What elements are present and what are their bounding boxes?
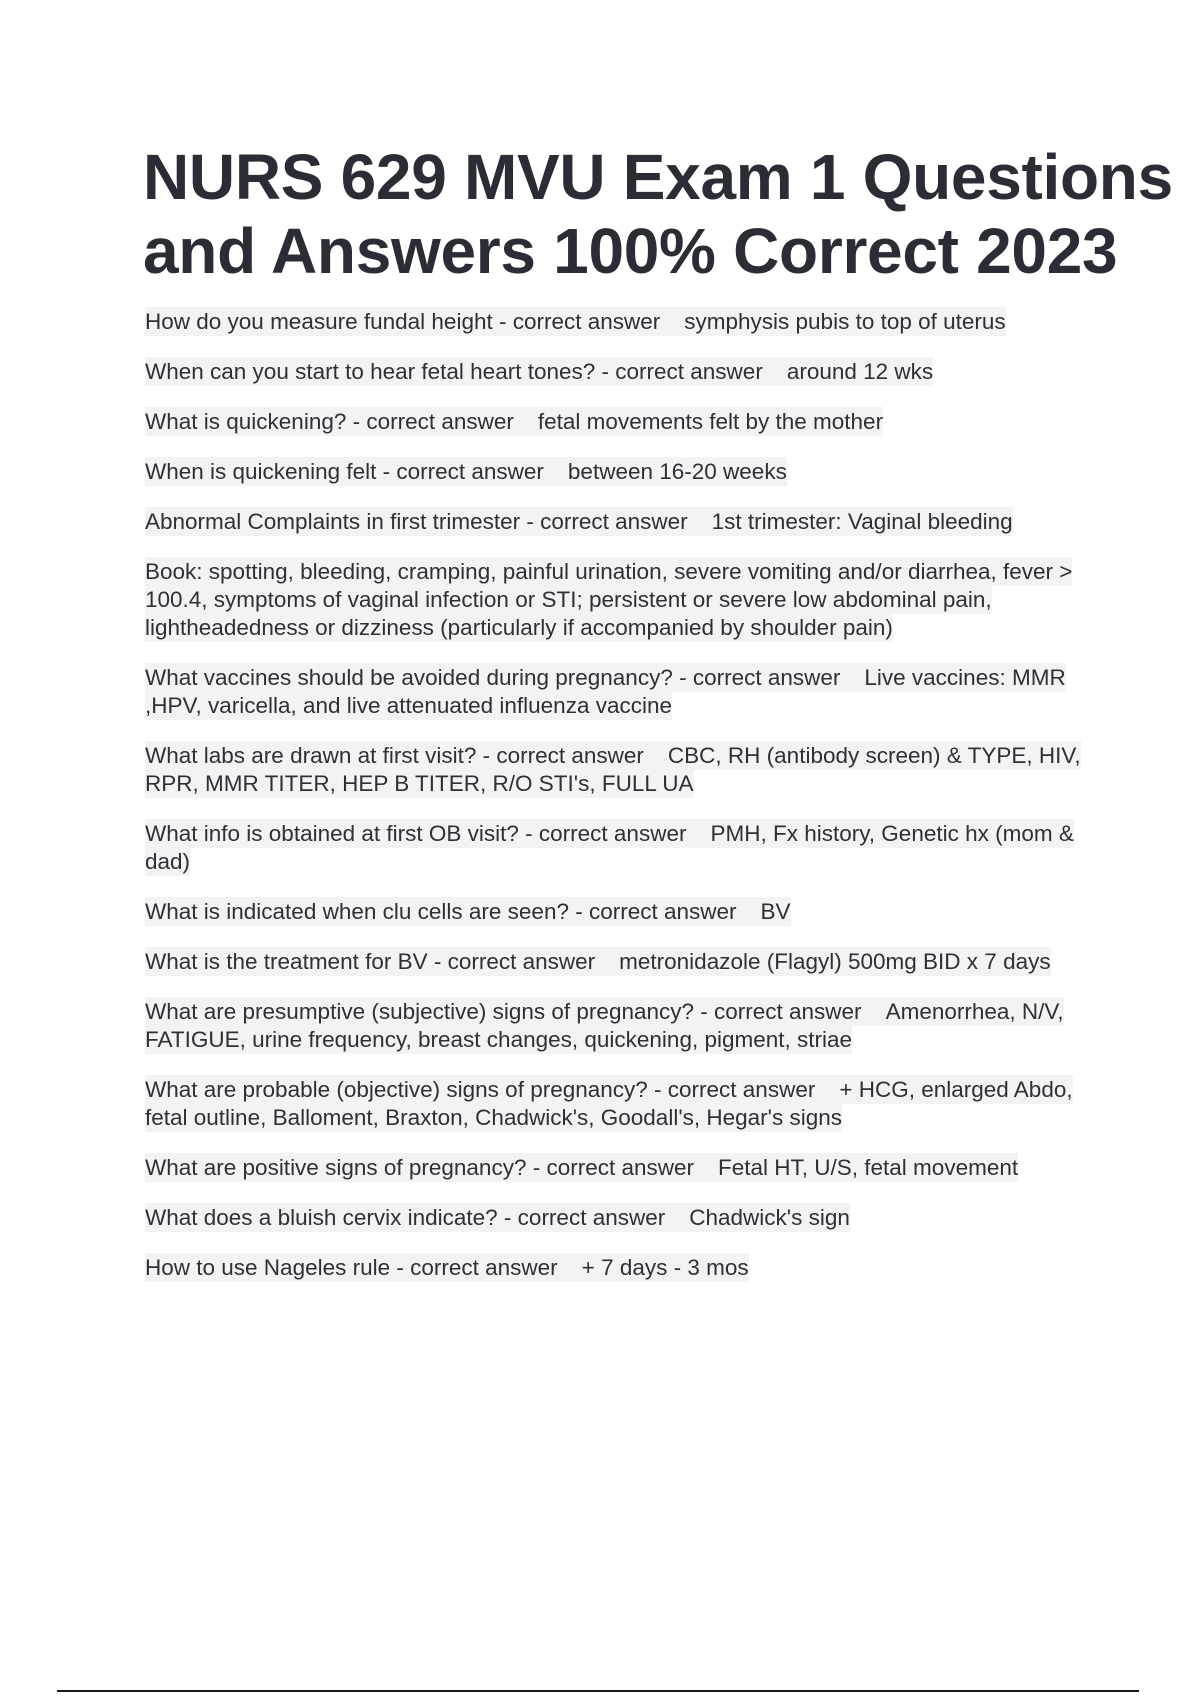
qa-item (145, 742, 1095, 798)
question-text: How do you measure fundal height - correct answer (145, 309, 661, 334)
question-text: What is quickening? - correct answer (145, 409, 514, 434)
qa-list (145, 308, 1095, 1304)
question-text: What is indicated when clu cells are seen? - correct answer (145, 899, 737, 924)
qa-item (145, 1076, 1095, 1132)
question-text: What labs are drawn at first visit? - correct answer (145, 743, 644, 768)
footer-divider (57, 1690, 1139, 1692)
question-text: What are probable (objective) signs of pregnancy? - correct answer (145, 1077, 816, 1102)
answer-text: Fetal HT, U/S, fetal movement (718, 1155, 1019, 1180)
qa-item (145, 820, 1095, 876)
qa-item (145, 998, 1095, 1054)
answer-text: Book: spotting, bleeding, cramping, painful urination, severe vomiting and/or diarrhea, fever > 100.4, symptoms of vaginal infection or STI; persistent or severe low abdominal pain, lightheadedness or dizziness (particularly if accompanied by shoulder pain) (145, 559, 1073, 640)
question-text: When can you start to hear fetal heart tones? - correct answer (145, 359, 763, 384)
qa-item (145, 408, 1095, 436)
qa-item (145, 308, 1095, 336)
answer-text: fetal movements felt by the mother (537, 409, 884, 434)
question-text: What are presumptive (subjective) signs of pregnancy? - correct answer (145, 999, 862, 1024)
answer-text: around 12 wks (786, 359, 934, 384)
qa-item-continued (145, 558, 1095, 642)
answer-text: CBC, RH (antibody screen) & TYPE, HIV, RPR, MMR TITER, HEP B TITER, R/O STI's, FULL UA (145, 743, 1081, 796)
answer-text: Chadwick's sign (689, 1205, 850, 1230)
question-text: What is the treatment for BV - correct answer (145, 949, 596, 974)
question-text: Abnormal Complaints in first trimester - correct answer (145, 509, 688, 534)
qa-item (145, 358, 1095, 386)
answer-text: symphysis pubis to top of uterus (684, 309, 1006, 334)
qa-item (145, 1154, 1095, 1182)
question-text: What vaccines should be avoided during pregnancy? - correct answer (145, 665, 841, 690)
question-text: What are positive signs of pregnancy? - correct answer (145, 1155, 694, 1180)
answer-text: metronidazole (Flagyl) 500mg BID x 7 days (619, 949, 1051, 974)
answer-text: + 7 days - 3 mos (581, 1255, 749, 1280)
question-text: When is quickening felt - correct answer (145, 459, 544, 484)
question-text: What does a bluish cervix indicate? - correct answer (145, 1205, 666, 1230)
qa-item (145, 1204, 1095, 1232)
qa-item (145, 898, 1095, 926)
question-text: What info is obtained at first OB visit? - correct answer (145, 821, 687, 846)
answer-text: between 16-20 weeks (567, 459, 787, 484)
answer-text: Live vaccines: MMR ,HPV, varicella, and live attenuated influenza vaccine (145, 665, 1066, 718)
question-text: How to use Nageles rule - correct answer (145, 1255, 558, 1280)
qa-item (145, 948, 1095, 976)
qa-item (145, 1254, 1095, 1282)
qa-item (145, 458, 1095, 486)
qa-item (145, 664, 1095, 720)
answer-text: PMH, Fx history, Genetic hx (mom & dad) (145, 821, 1074, 874)
document-title: NURS 629 MVU Exam 1 Questions and Answers 100% Correct 2023 (143, 141, 1173, 287)
answer-text: + HCG, enlarged Abdo, fetal outline, Balloment, Braxton, Chadwick's, Goodall's, Hegar's signs (145, 1077, 1073, 1130)
answer-text: 1st trimester: Vaginal bleeding (711, 509, 1013, 534)
answer-text: BV (760, 899, 791, 924)
answer-text: Amenorrhea, N/V, FATIGUE, urine frequency, breast changes, quickening, pigment, striae (145, 999, 1064, 1052)
qa-item (145, 508, 1095, 536)
